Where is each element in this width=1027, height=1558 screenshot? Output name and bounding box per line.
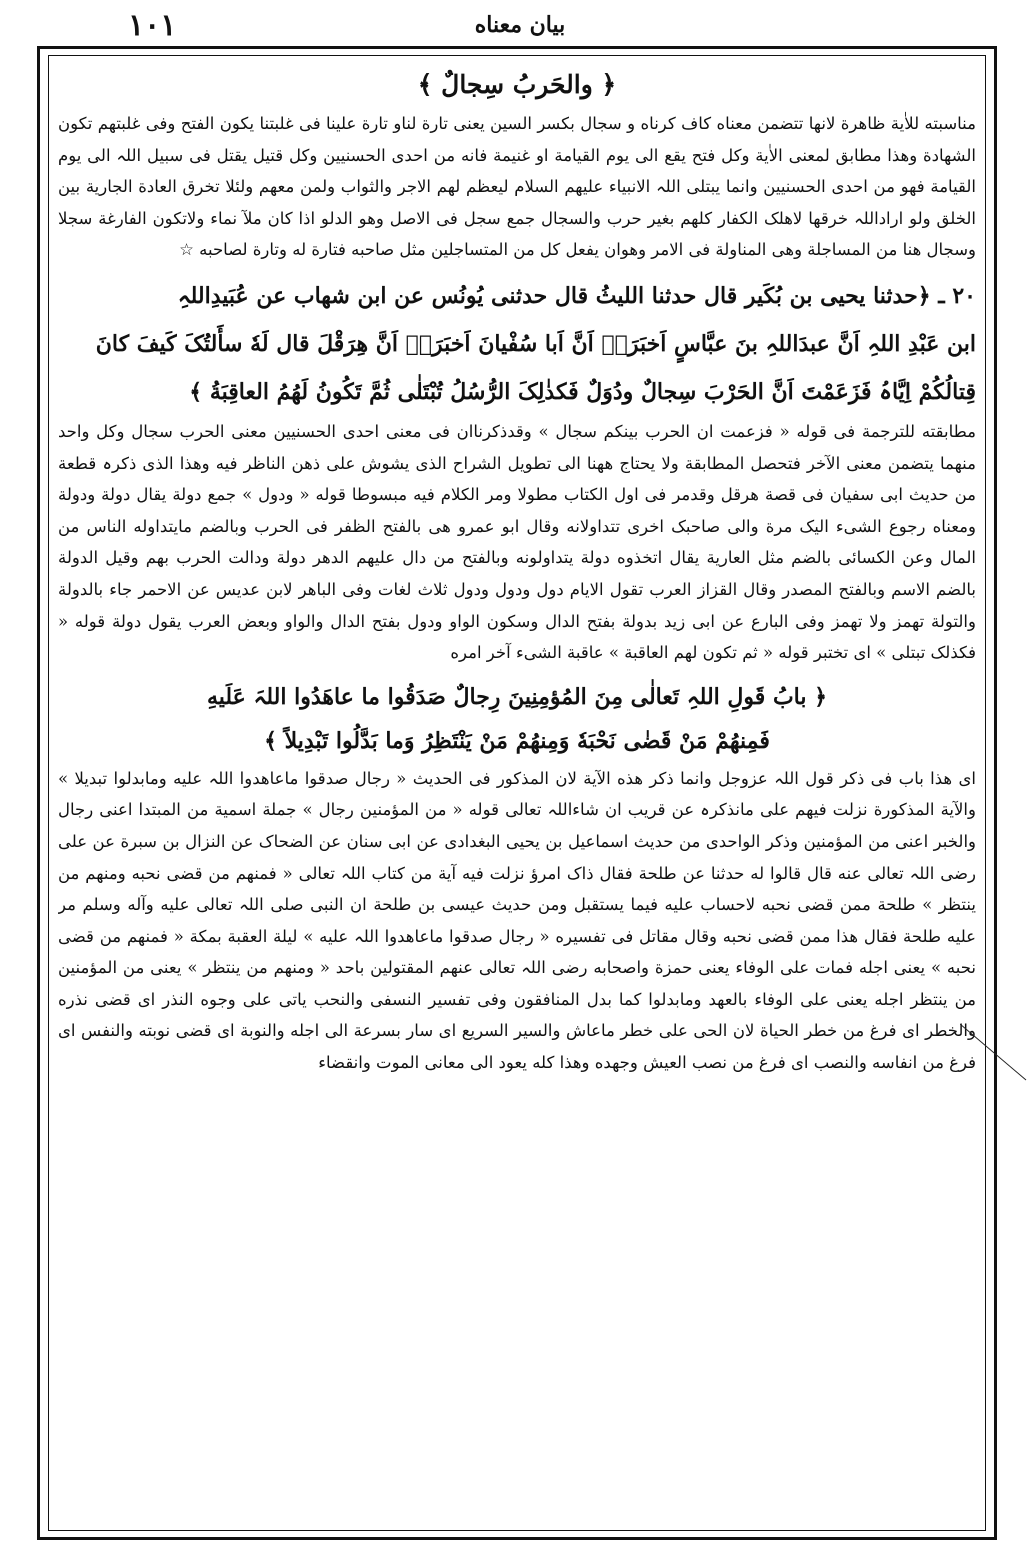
text-line: ای هذا باب فی ذکر قول اللہ عزوجل وانما ذکر هذه الآیة لان المذکور فی الحدیث « رجال صدقوا ماعاهدوا اللہ علیه — [166, 768, 976, 788]
text-line: فی الامر وهوان یفعل کل من المتساجلین مثل صاحبه فتارة له وتارة لصاحبه ☆ — [179, 240, 711, 260]
margin-pen-stroke — [960, 1024, 1027, 1082]
hadith-block — [58, 272, 976, 416]
text-line: « فکذلک تبتلی » ای تختبر قوله « ثم تکون لهم العاقبة » عاقبة الشیء آخر امره — [58, 611, 976, 663]
running-title: بیان معناه — [474, 12, 566, 38]
chapter-heading-line: فَمِنهُمْ مَنْ قَضٰی نَحْبَهٗ وَمِنهُمْ مَنْ یَنْتَظِرُ وَما بَدَّلُوا تَبْدِیلاً ﴾ — [264, 727, 770, 754]
text-line: ذهن الناظر فیه وهذا الذی ذکرہ قطعة من حدیث ابی سفیان فی قصة هرقل وقدمر فی اول الکتاب مطولا ومر الکلام — [58, 453, 976, 505]
text-line: قضی نوبته والنفس ای فرغ من انفاسه والنصب ای فرغ من نصب العیش وجهده وهذا کله یعود الی معانی الموت وانقضاء — [58, 1021, 976, 1073]
text-line: قضی نذره والخطر ای فرغ من خطر الحیاة لان الحی علی خطر ماعاش والسیر السریع ای سار بسرعة الی اجله والنوبة ای — [58, 989, 976, 1041]
text-line: سنان عن الضحاک عن النزال بن سبرة عن علی رضی اللہ تعالی عنه قال قالوا له حدثنا عن طلحة فقال ذاک امرؤ نزلت — [58, 831, 976, 883]
hadith-line: ابن عَبْدِ اللہِ اَنَّ عبدَاللہِ بنَ عبَّاسٍ اَخبَرَہٗ اَنَّ اَبا سُفْیانَ اَخبَرَہٗ اَنَّ هِرَقْلَ قال لَهٗ سأَلتُکَ کَیفَ کانَ — [95, 330, 976, 357]
text-line: تهمز وفی البارع عن ابی زید بدولة بفتح الدال وسکون الواو ودول بفتح الدال والواو وبعض العرب یقول دولة قوله — [68, 611, 863, 631]
text-line: الاجر والثواب ولمن معهم ولئلا تخرق العادة الجاریة بین الخلق ولو اراداللہ خرقها لاهلک الکفار کلهم بغیر حرب — [58, 177, 976, 228]
commentary-paragraph-1 — [58, 108, 976, 266]
page-content — [58, 62, 976, 1522]
text-line: اسمیة من المبتدا اعنی رجال والخبر اعنی من المؤمنین وذکر الواحدی من حدیث اسماعیل بن یحیی البغدادی عن ابی — [58, 800, 976, 851]
page-number: ١٠١ — [128, 8, 177, 43]
chapter-heading — [58, 675, 976, 763]
page-header — [40, 6, 1000, 46]
commentary-paragraph-3 — [58, 763, 976, 1079]
text-line: اجله یعنی علی الوفاء بالعهد ومابدلوا کما بدل المنافقون وفی تفسیر النسفی والنحب یاتی علی وجوه النذر ای — [130, 989, 904, 1009]
text-line: دولة یتداولونه وبالفتح من دال علیهم الدهر دولة ودالت الحرب بهم وقیل الدولة بالضم الاسم وبالفتح المصدر وقال — [58, 548, 976, 599]
section-heading: ﴿ والحَربُ سِجالٌ ﴾ — [417, 70, 617, 99]
hadith-line: ٢٠ ـ ﴿حدثنا یحیی بن بُکَیر قال حدثنا اللیثُ قال حدثنی یُونُس عن ابن شهاب عن عُبَیدِاللہِ — [177, 282, 976, 309]
text-line: حدیث عیسی بن طلحة ان النبی صلی اللہ تعالی علیه وآله وسلم مر علیه طلحة فقال هذا ممن قضی نحبه وقال مقاتل فی — [58, 895, 976, 946]
text-line: ومابدلوا تبدیلا » والآیة المذکورة نزلت فیهم علی مانذکرہ عن قریب ان شاءاللہ تعالی قوله « من المؤمنین رجال » جملة — [58, 768, 976, 820]
text-line: مناسبته للاٰیة ظاهرة لانها تتضمن معناه کاف کرناه و سجال بکسر السین یعنی تارة لناو تارة علینا فی غلبتنا — [254, 114, 976, 133]
commentary-paragraph-2 — [58, 416, 976, 669]
text-line: یکون الفتح وفی غلبتهم تکون الشهادة وهذا مطابق لمعنی الاٰیة وکل فتح یقع الی یوم القیامة او غنیمة فانه من احدی — [58, 114, 976, 165]
text-line: وقال ابو عمرو هی بالفتح الظفر فی الحرب وبالضم مایتداوله الناس من المال وعن الکسائی بالضم مثل العاریة یقال اتخذوه — [58, 516, 976, 568]
hadith-line: قِتالُکُمْ اِیَّاہُ فَزَعَمْتَ اَنَّ الحَرْبَ سِجالٌ ودُوَلٌ فَکذٰلِکَ الرُّسُلُ تُبْتَلٰی ثُمَّ تَکُونُ لَهُمُ العاقِبَةُ ﴾ — [189, 378, 976, 405]
text-line: القزاز العرب تقول الایام دول ودول ودول ثلاث لغات وفی الباهر لابن عدیس عن الاحمر جاء بالدولة والتولة تهمز ولا — [58, 579, 976, 631]
text-line: الحسنیین وکل قتیل یقتل فی سبیل اللہ الی یوم القیامة فهو من احدی الحسنیین وانما یبتلی اللہ الانبیاء علیهم السلام لیعظم لهم — [58, 145, 976, 197]
text-line: یعنی حمزة واصحابه رضی اللہ تعالی عنهم المقتولین باحد « ومنهم من ینتظر » یعنی من المؤمنین من ینتظر — [58, 958, 976, 1009]
text-line: فیه آیة من کتاب اللہ تعالی « فمنهم من قضی نحبه ومنهم من ینتظر » طلحة ممن قضی نحبه لاحساب علیه فیما یستقبل ومن — [58, 863, 976, 915]
chapter-heading-line: ﴿ بابُ قَولِ اللہِ تَعالٰی مِنَ المُؤمِنِینَ رِجالٌ صَدَقُوا ما عاهَدُوا اللہَ عَلَیهِ — [206, 683, 828, 710]
text-line: تفسیره « رجال صدقوا ماعاهدوا اللہ علیه » لیلة العقبة بمکة « فمنهم من قضی نحبه » یعنی اجله فمات علی الوفاء — [58, 926, 976, 978]
text-line: والسجال جمع سجل فی الاصل وهو الدلو اذا کان ملآ نماء ولاتکون الفارغة سجلا وسجال هنا من المساجلة وهی المناولة — [58, 208, 976, 260]
text-line: مطابقته للترجمة فی قوله « فزعمت ان الحرب بینکم سجال » وقدذکرناان فی معنی احدی الحسنیین معنی الحرب — [172, 421, 976, 441]
text-line: سجال وکل واحد منهما یتضمن معنی الآخر فتحصل المطابقة ولا یحتاج ههنا الی تطویل الشراح الذی یشوش علی — [58, 421, 976, 473]
text-line: فیه مبسوطا قوله « ودول » جمع دولة یقال دولة ودولة ومعناه رجوع الشیء الیک مرة والی صاحبک اخری تتداولانه — [58, 485, 976, 536]
